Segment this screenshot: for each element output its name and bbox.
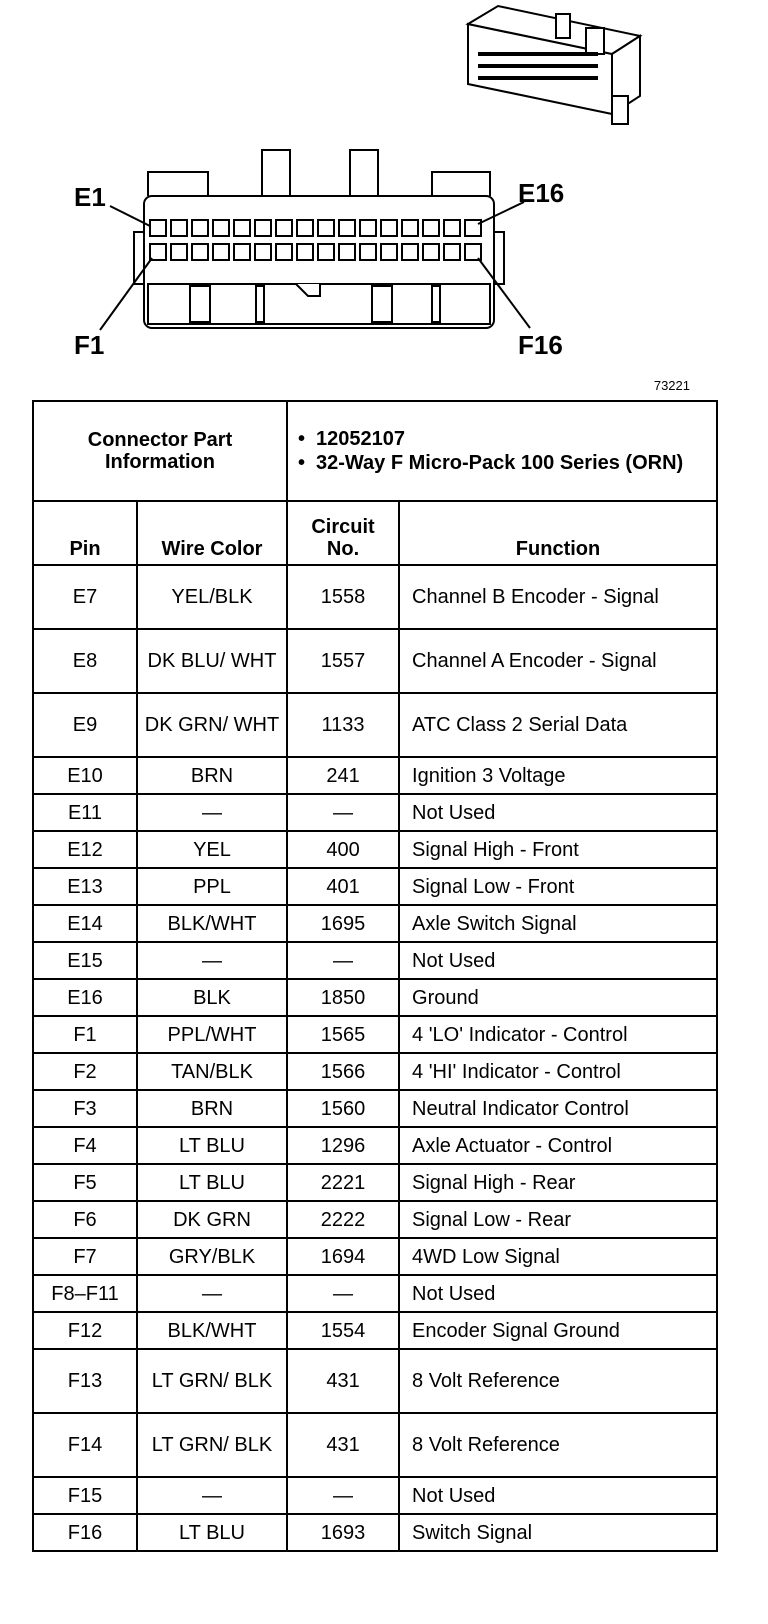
- pin-cavity: [192, 220, 208, 236]
- pin-cavity: [213, 220, 229, 236]
- pin-cavity: [339, 220, 355, 236]
- pin-cell: F4: [33, 1127, 137, 1164]
- pin-cell: F12: [33, 1312, 137, 1349]
- header-function: Function: [399, 501, 717, 565]
- pin-cavity: [318, 220, 334, 236]
- pin-cavity: [402, 220, 418, 236]
- pin-cavity: [318, 244, 334, 260]
- pin-cell: F15: [33, 1477, 137, 1514]
- pin-cell: F16: [33, 1514, 137, 1551]
- table-row: [33, 1164, 717, 1201]
- pin-cavity: [402, 244, 418, 260]
- circuit-number-cell: 1554: [287, 1312, 399, 1349]
- table-row: [33, 868, 717, 905]
- connector-diagram: [0, 0, 768, 400]
- pin-cavity: [465, 220, 481, 236]
- table-row: [33, 794, 717, 831]
- function-cell: 4 'LO' Indicator - Control: [399, 1016, 717, 1053]
- pin-cell: E13: [33, 868, 137, 905]
- pin-cavity: [423, 220, 439, 236]
- table-row: [33, 905, 717, 942]
- connector-info-details: [287, 401, 717, 501]
- circuit-number-cell: 241: [287, 757, 399, 794]
- pin-cavity: [171, 220, 187, 236]
- wire-color-cell: LT GRN/ BLK: [137, 1413, 287, 1477]
- circuit-number-cell: 1695: [287, 905, 399, 942]
- function-cell: Encoder Signal Ground: [399, 1312, 717, 1349]
- wire-color-cell: LT BLU: [137, 1514, 287, 1551]
- wire-color-cell: YEL: [137, 831, 287, 868]
- wire-color-cell: BLK/WHT: [137, 1312, 287, 1349]
- table-row: [33, 831, 717, 868]
- function-cell: 8 Volt Reference: [399, 1413, 717, 1477]
- connector-info-row: [33, 401, 717, 501]
- wire-color-cell: BLK: [137, 979, 287, 1016]
- circuit-number-cell: —: [287, 942, 399, 979]
- wire-color-cell: PPL/WHT: [137, 1016, 287, 1053]
- pin-label-e16: E16: [518, 178, 565, 208]
- pin-cavity: [360, 220, 376, 236]
- wire-color-cell: YEL/BLK: [137, 565, 287, 629]
- pin-cavity: [213, 244, 229, 260]
- header-pin: Pin: [33, 501, 137, 565]
- connector-3d-view: [468, 6, 640, 124]
- pin-cavity: [276, 220, 292, 236]
- function-cell: 4 'HI' Indicator - Control: [399, 1053, 717, 1090]
- wire-color-cell: BLK/WHT: [137, 905, 287, 942]
- function-cell: Neutral Indicator Control: [399, 1090, 717, 1127]
- pin-cavity: [297, 244, 313, 260]
- pin-cavity: [150, 220, 166, 236]
- pin-cavity: [360, 244, 376, 260]
- pin-cell: E7: [33, 565, 137, 629]
- circuit-number-cell: 2222: [287, 1201, 399, 1238]
- table-row: [33, 1349, 717, 1413]
- pin-cell: E16: [33, 979, 137, 1016]
- table-row: [33, 1275, 717, 1312]
- wire-color-cell: TAN/BLK: [137, 1053, 287, 1090]
- function-cell: Not Used: [399, 1477, 717, 1514]
- wire-color-cell: DK BLU/ WHT: [137, 629, 287, 693]
- pin-cell: E8: [33, 629, 137, 693]
- pin-cavity: [444, 244, 460, 260]
- connector-description: • 32-Way F Micro-Pack 100 Series (ORN): [294, 451, 710, 475]
- circuit-number-cell: 2221: [287, 1164, 399, 1201]
- pin-cell: F7: [33, 1238, 137, 1275]
- pin-label-f16: F16: [518, 330, 563, 360]
- pin-cavity: [444, 220, 460, 236]
- table-row: [33, 942, 717, 979]
- function-cell: Switch Signal: [399, 1514, 717, 1551]
- function-cell: Not Used: [399, 942, 717, 979]
- pin-cavity: [192, 244, 208, 260]
- wire-color-cell: DK GRN: [137, 1201, 287, 1238]
- circuit-number-cell: 1693: [287, 1514, 399, 1551]
- wire-color-cell: LT BLU: [137, 1127, 287, 1164]
- pin-cavity: [255, 220, 271, 236]
- function-cell: Axle Actuator - Control: [399, 1127, 717, 1164]
- pin-cell: F2: [33, 1053, 137, 1090]
- circuit-number-cell: 400: [287, 831, 399, 868]
- table-row: [33, 1201, 717, 1238]
- pin-cell: E15: [33, 942, 137, 979]
- wire-color-cell: PPL: [137, 868, 287, 905]
- circuit-number-cell: 401: [287, 868, 399, 905]
- pin-cell: E12: [33, 831, 137, 868]
- table-row: [33, 629, 717, 693]
- function-cell: Ignition 3 Voltage: [399, 757, 717, 794]
- pin-cavity: [276, 244, 292, 260]
- pin-cell: F5: [33, 1164, 137, 1201]
- pin-cavity: [255, 244, 271, 260]
- function-cell: Not Used: [399, 1275, 717, 1312]
- wire-color-cell: LT GRN/ BLK: [137, 1349, 287, 1413]
- circuit-number-cell: 431: [287, 1413, 399, 1477]
- table-row: [33, 1127, 717, 1164]
- connector-front-view: [134, 150, 504, 328]
- circuit-number-cell: 1565: [287, 1016, 399, 1053]
- wire-color-cell: DK GRN/ WHT: [137, 693, 287, 757]
- function-cell: Signal Low - Rear: [399, 1201, 717, 1238]
- table-row: [33, 1090, 717, 1127]
- wire-color-cell: —: [137, 1275, 287, 1312]
- function-cell: Ground: [399, 979, 717, 1016]
- wire-color-cell: —: [137, 942, 287, 979]
- circuit-number-cell: 1557: [287, 629, 399, 693]
- pin-cell: E9: [33, 693, 137, 757]
- pin-cell: E14: [33, 905, 137, 942]
- figure-number: 73221: [653, 378, 690, 393]
- pin-rows: [33, 565, 717, 1551]
- circuit-number-cell: 1560: [287, 1090, 399, 1127]
- function-cell: 4WD Low Signal: [399, 1238, 717, 1275]
- connector-pinout-table: [32, 400, 718, 1552]
- function-cell: ATC Class 2 Serial Data: [399, 693, 717, 757]
- function-cell: Channel B Encoder - Signal: [399, 565, 717, 629]
- pin-cell: F1: [33, 1016, 137, 1053]
- pin-cell: F14: [33, 1413, 137, 1477]
- pin-cavity: [297, 220, 313, 236]
- pin-cell: E10: [33, 757, 137, 794]
- pin-cell: F6: [33, 1201, 137, 1238]
- table-row: [33, 757, 717, 794]
- wire-color-cell: BRN: [137, 757, 287, 794]
- circuit-number-cell: —: [287, 794, 399, 831]
- circuit-number-cell: 431: [287, 1349, 399, 1413]
- function-cell: Signal High - Front: [399, 831, 717, 868]
- pin-cell: F8–F11: [33, 1275, 137, 1312]
- table-row: [33, 1312, 717, 1349]
- connector-info-label: Connector Part Information: [33, 401, 287, 501]
- table-row: [33, 1053, 717, 1090]
- circuit-number-cell: 1694: [287, 1238, 399, 1275]
- table-row: [33, 565, 717, 629]
- circuit-number-cell: —: [287, 1275, 399, 1312]
- pin-cell: F13: [33, 1349, 137, 1413]
- table-row: [33, 1238, 717, 1275]
- table-row: [33, 693, 717, 757]
- function-cell: Channel A Encoder - Signal: [399, 629, 717, 693]
- circuit-number-cell: 1850: [287, 979, 399, 1016]
- circuit-number-cell: 1133: [287, 693, 399, 757]
- function-cell: Signal Low - Front: [399, 868, 717, 905]
- circuit-number-cell: 1566: [287, 1053, 399, 1090]
- wire-color-cell: BRN: [137, 1090, 287, 1127]
- circuit-number-cell: 1296: [287, 1127, 399, 1164]
- pin-label-e1: E1: [74, 182, 106, 212]
- connector-part-number: • 12052107: [294, 427, 710, 451]
- pin-cavity: [381, 244, 397, 260]
- circuit-number-cell: 1558: [287, 565, 399, 629]
- pin-cell: E11: [33, 794, 137, 831]
- wire-color-cell: LT BLU: [137, 1164, 287, 1201]
- table-row: [33, 1477, 717, 1514]
- pin-cavity: [171, 244, 187, 260]
- pin-cavity: [339, 244, 355, 260]
- wire-color-cell: —: [137, 794, 287, 831]
- function-cell: 8 Volt Reference: [399, 1349, 717, 1413]
- header-circuit-no: Circuit No.: [287, 501, 399, 565]
- pin-cavity: [234, 220, 250, 236]
- table-row: [33, 1016, 717, 1053]
- table-row: [33, 979, 717, 1016]
- function-cell: Signal High - Rear: [399, 1164, 717, 1201]
- table-row: [33, 1413, 717, 1477]
- header-wire-color: Wire Color: [137, 501, 287, 565]
- pin-cell: F3: [33, 1090, 137, 1127]
- table-header-row: [33, 501, 717, 565]
- pin-label-f1: F1: [74, 330, 105, 360]
- pin-cavity: [423, 244, 439, 260]
- function-cell: Not Used: [399, 794, 717, 831]
- wire-color-cell: GRY/BLK: [137, 1238, 287, 1275]
- pin-cavity: [234, 244, 250, 260]
- function-cell: Axle Switch Signal: [399, 905, 717, 942]
- pin-cavity: [381, 220, 397, 236]
- pin-cavity: [150, 244, 166, 260]
- table-row: [33, 1514, 717, 1551]
- circuit-number-cell: —: [287, 1477, 399, 1514]
- wire-color-cell: —: [137, 1477, 287, 1514]
